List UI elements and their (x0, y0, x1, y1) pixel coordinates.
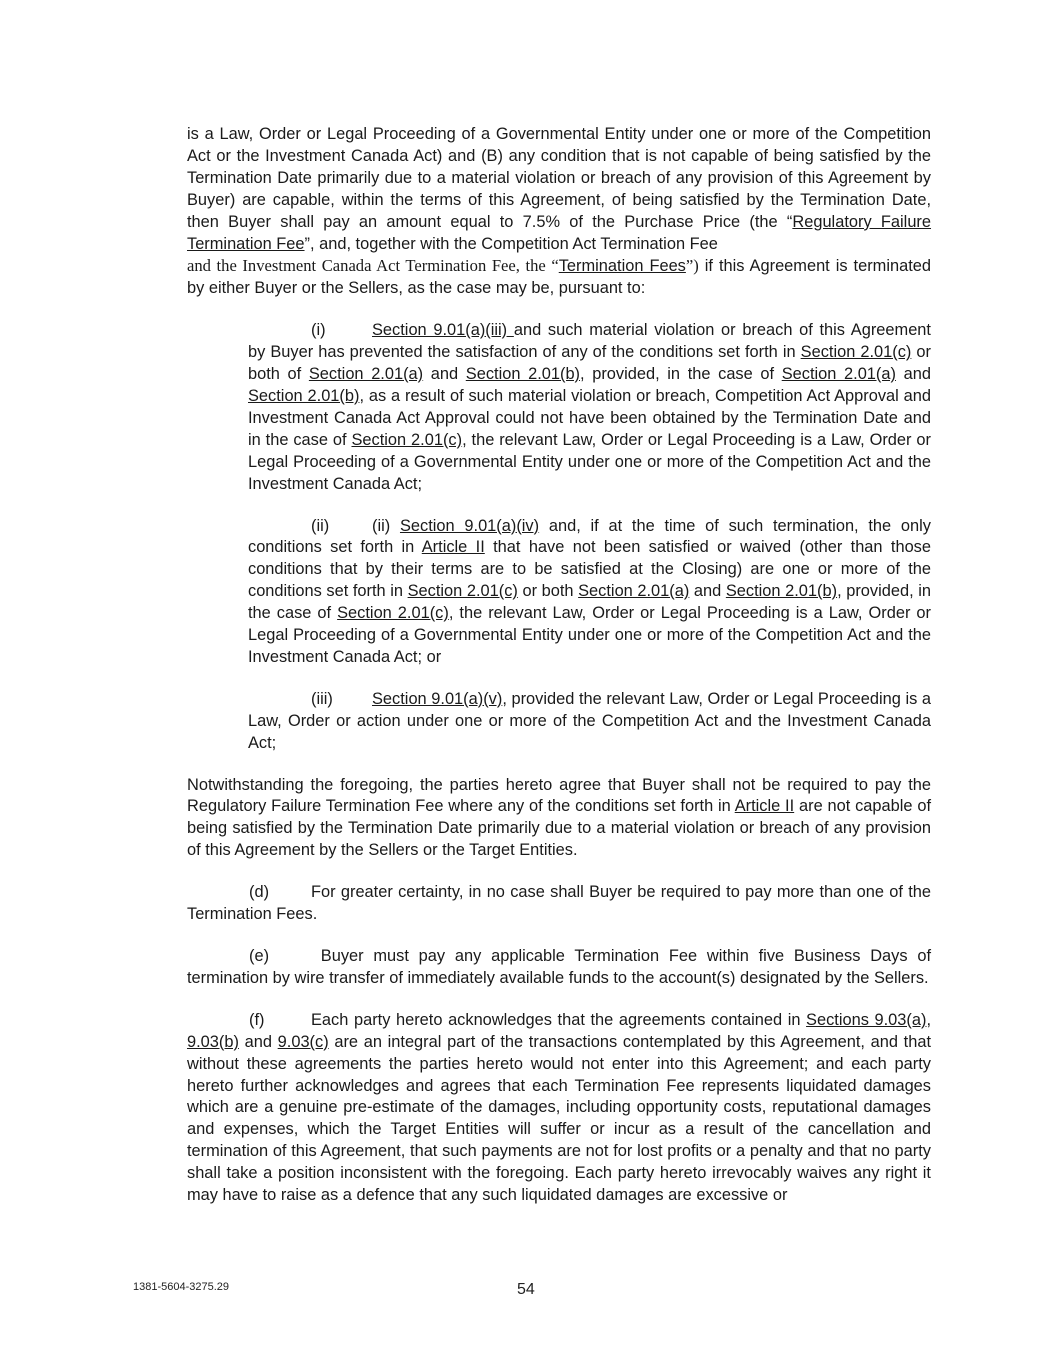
section-reference: Section 2.01(c) (337, 604, 449, 623)
text: and the Investment Canada Act Termination Fee, the “ (187, 256, 559, 276)
text: if this Agreement is terminated by either Buyer or the Sellers, as the case may be, pursuant to: (187, 257, 931, 298)
section-reference: Section 2.01(a) (578, 582, 690, 601)
text: or both of (248, 343, 931, 384)
text: is a Law, Order or Legal Proceeding of a Governmental Entity under one or more of the Competition Act or the Investment Canada Act) and (B) any condition that is not capable of being satisfied by the Termination Date primarily due to a material violation or breach of any provision of this Agreement by Buyer) are capable, within the terms of this Agreement, of being satisfied by the Termination Date, then Buyer shall pay an amount equal to 7.5% of the Purchase Price (the “ (187, 125, 931, 231)
list-marker: (iii) (311, 689, 333, 708)
text: , provided, in the case of (248, 582, 931, 623)
text: and (238, 1032, 278, 1051)
section-reference: 9.03(c) (277, 1032, 329, 1051)
text: , the relevant Law, Order or Legal Proceeding is a Law, Order or Legal Proceeding of a Governmental Entity under one or more of the Competition Act and the Investment Canada Act; or (248, 604, 931, 666)
text: ”) (685, 256, 699, 276)
section-reference: Section 2.01(a) (781, 365, 896, 384)
text: or both (517, 582, 579, 601)
text: Buyer must pay any applicable Termination Fee within five Business Days of termination by wire transfer of immediately available funds to the account(s) designated by the Sellers. (187, 947, 931, 987)
list-marker: (e) (249, 947, 270, 965)
text: Each party hereto acknowledges that the agreements contained in (311, 1010, 807, 1029)
list-item-i (248, 320, 931, 495)
list-item-ii (248, 516, 931, 669)
list-marker: (d) (249, 883, 270, 902)
section-reference: Sections 9.03(a), 9.03(b) (187, 1010, 931, 1051)
page-number: 54 (517, 1281, 535, 1298)
list-marker: (i) (311, 321, 326, 340)
section-reference: Section 2.01(b) (725, 582, 838, 601)
text: For greater certainty, in no case shall Buyer be required to pay more than one of the Termination Fees. (187, 883, 931, 924)
list-item-iii (248, 689, 931, 755)
section-reference: Section 2.01(b) (248, 386, 360, 405)
text: and (689, 582, 726, 601)
section-reference: Section 2.01(c) (800, 343, 912, 362)
section-reference: Section 9.01(a)(iv) (399, 516, 540, 535)
text: that have not been satisfied or waived (other than those conditions that by their terms are to be satisfied at the Closing) are one or more of the conditions set forth in (248, 538, 931, 601)
article-reference: Article II (734, 797, 795, 816)
text: are an integral part of the transactions contemplated by this Agreement, and that without these agreements the parties hereto would not enter into this Agreement; and each party hereto further acknowledges and agrees that each Termination Fee represents liquidated damages which are a genuine pre-estimate of the damages, including opportunity costs, reputational damages and expenses, which the Target Entities will suffer or incur as a result of the cancellation and termination of this Agreement, that such payments are not for lost profits or a penalty and that no party shall take a position inconsistent with the foregoing. Each party hereto irrevocably waives any right it may have to raise as a defence that any such liquidated damages are excessive or (187, 1032, 931, 1205)
text: , provided, in the case of (580, 365, 782, 384)
text: and such material violation or breach of this Agreement by Buyer has prevented the satisfaction of any of the conditions set forth in (248, 321, 931, 362)
article-reference: Article II (421, 538, 485, 557)
text: are not capable of being satisfied by the Termination Date primarily due to a material violation or breach of any provision of this Agreement by the Sellers or the Target Entities. (187, 797, 932, 860)
section-reference: Section 9.01(a)(iii) (372, 321, 514, 340)
section-reference: Section 2.01(c) (351, 430, 463, 449)
text: , the relevant Law, Order or Legal Proceeding is a Law, Order or Legal Proceeding of a Governmental Entity under one or more of the Competition Act and the Investment Canada Act; (248, 430, 931, 493)
text: (ii) (372, 516, 400, 535)
document-id: 1381-5604-3275.29 (133, 1281, 230, 1293)
text: and, if at the time of such termination, the only conditions set forth in (248, 516, 931, 557)
text: and (423, 365, 466, 384)
paragraph-notwithstanding (187, 775, 931, 863)
text: , as a result of such material violation or breach, Competition Act Approval and Investment Canada Act Approval could not have been obtained by the Termination Date and in the case of (248, 386, 931, 449)
text: , provided the relevant Law, Order or Legal Proceeding is a Law, Order or action under one or more of the Competition Act and the Investment Canada Act; (248, 689, 931, 752)
paragraph-f (187, 1010, 931, 1207)
text: ”, and, together with the Competition Act Termination Fee (304, 234, 718, 253)
sub-item-list (248, 320, 931, 754)
defined-term-termination-fees: Termination Fees (558, 257, 686, 276)
text: Notwithstanding the foregoing, the parties hereto agree that Buyer shall not be required to pay the Regulatory Failure Termination Fee where any of the conditions set forth in (187, 775, 931, 816)
section-reference: Section 9.01(a)(v) (372, 689, 503, 708)
section-reference: Section 2.01(b) (465, 365, 581, 384)
paragraph-e (187, 946, 931, 990)
list-marker: (ii) (311, 516, 330, 535)
defined-term-regulatory-failure-termination-fee: Regulatory Failure Termination Fee (187, 212, 932, 253)
paragraph-regulatory-fee (187, 124, 931, 300)
section-reference: Section 2.01(a) (308, 365, 424, 384)
paragraph-d (187, 882, 931, 926)
document-body (187, 124, 931, 1227)
text: and (895, 365, 931, 384)
section-reference: Section 2.01(c) (407, 582, 518, 601)
list-marker: (f) (249, 1010, 265, 1029)
